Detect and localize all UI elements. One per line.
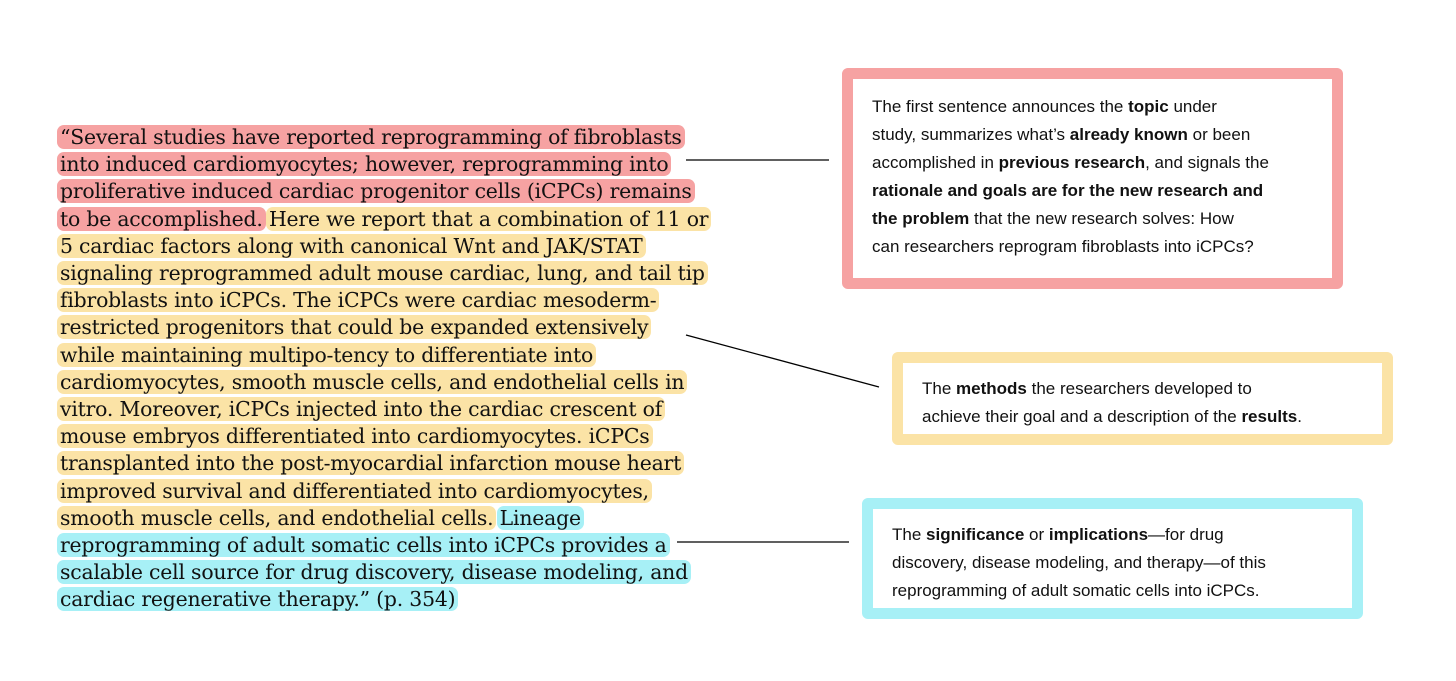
annotation-keyword: results	[1241, 407, 1298, 426]
annotation-keyword: implications	[1048, 525, 1149, 544]
annotation-text: can researchers reprogram fibroblasts into iCPCs?	[872, 237, 1254, 256]
annotation-text: The first sentence announces the	[872, 97, 1129, 116]
annotation-line	[872, 93, 1314, 121]
annotation-box-topic	[842, 68, 1343, 289]
highlight-yellow: mouse embryos differentiated into cardiomyocytes. iCPCs	[57, 424, 653, 448]
highlight-yellow: vitro. Moreover, iCPCs injected into the cardiac crescent of	[57, 397, 665, 421]
highlight-cyan: cardiac regenerative therapy.” (p. 354)	[57, 587, 458, 611]
annotation-box-significance	[862, 498, 1363, 619]
annotation-line	[872, 177, 1314, 205]
highlight-yellow: transplanted into the post-myocardial infarction mouse heart	[57, 451, 684, 475]
annotation-text: reprogramming of adult somatic cells into iCPCs.	[892, 581, 1260, 600]
annotation-text: , and signals the	[1145, 153, 1269, 172]
highlight-yellow: improved survival and differentiated into cardiomyocytes,	[57, 479, 652, 503]
highlight-yellow: fibroblasts into iCPCs. The iCPCs were cardiac mesoderm-	[57, 288, 659, 312]
highlight-red: to be accomplished.	[57, 207, 266, 231]
highlight-cyan: Lineage	[497, 506, 584, 530]
annotation-line	[922, 403, 1364, 431]
annotation-text: The	[922, 379, 957, 398]
highlight-red: “Several studies have reported reprogramming of fibroblasts	[57, 125, 685, 149]
annotation-text: or	[1024, 525, 1049, 544]
highlight-yellow: signaling reprogrammed adult mouse cardiac, lung, and tail tip	[57, 261, 708, 285]
highlight-cyan: scalable cell source for drug discovery, disease modeling, and	[57, 560, 691, 584]
annotation-line	[892, 521, 1334, 549]
highlight-red: into induced cardiomyocytes; however, reprogramming into	[57, 152, 671, 176]
annotation-text: under	[1168, 97, 1217, 116]
annotation-box-methods	[892, 352, 1393, 445]
highlight-yellow: Here we report that a combination of 11 or	[266, 207, 711, 231]
highlight-yellow: 5 cardiac factors along with canonical Wnt and JAK/STAT	[57, 234, 646, 258]
highlight-yellow: smooth muscle cells, and endothelial cells.	[57, 506, 496, 530]
annotation-keyword: significance	[926, 525, 1025, 544]
highlight-yellow: while maintaining multipo-tency to differentiate into	[57, 343, 596, 367]
annotation-text: —for drug	[1148, 525, 1224, 544]
connector-line-methods	[686, 335, 879, 387]
highlight-yellow: cardiomyocytes, smooth muscle cells, and endothelial cells in	[57, 370, 687, 394]
annotation-text: study, summarizes what’s	[872, 125, 1070, 144]
annotation-text: discovery, disease modeling, and therapy—of this	[892, 553, 1266, 572]
annotation-line	[872, 233, 1314, 261]
highlight-yellow: restricted progenitors that could be expanded extensively	[57, 315, 651, 339]
annotation-line	[892, 549, 1334, 577]
annotation-keyword: methods	[956, 379, 1027, 398]
annotation-line	[872, 149, 1314, 177]
annotation-line	[872, 205, 1314, 233]
annotation-text: the researchers developed to	[1026, 379, 1252, 398]
annotation-text: or been	[1187, 125, 1251, 144]
annotation-text: The	[892, 525, 927, 544]
annotation-keyword: topic	[1128, 97, 1169, 116]
highlight-red: proliferative induced cardiac progenitor cells (iCPCs) remains	[57, 179, 695, 203]
annotation-text: accomplished in	[872, 153, 999, 172]
annotation-keyword: the problem	[872, 209, 970, 228]
annotation-keyword: previous research	[998, 153, 1146, 172]
annotation-keyword: rationale and goals are for the new research and	[872, 181, 1264, 200]
annotation-text: that the new research solves: How	[969, 209, 1234, 228]
annotation-line	[892, 577, 1334, 605]
annotation-line	[872, 121, 1314, 149]
highlight-cyan: reprogramming of adult somatic cells into iCPCs provides a	[57, 533, 670, 557]
annotation-keyword: already known	[1069, 125, 1188, 144]
annotation-text: .	[1297, 407, 1302, 426]
annotation-text: achieve their goal and a description of the	[922, 407, 1242, 426]
annotation-line	[922, 375, 1364, 403]
